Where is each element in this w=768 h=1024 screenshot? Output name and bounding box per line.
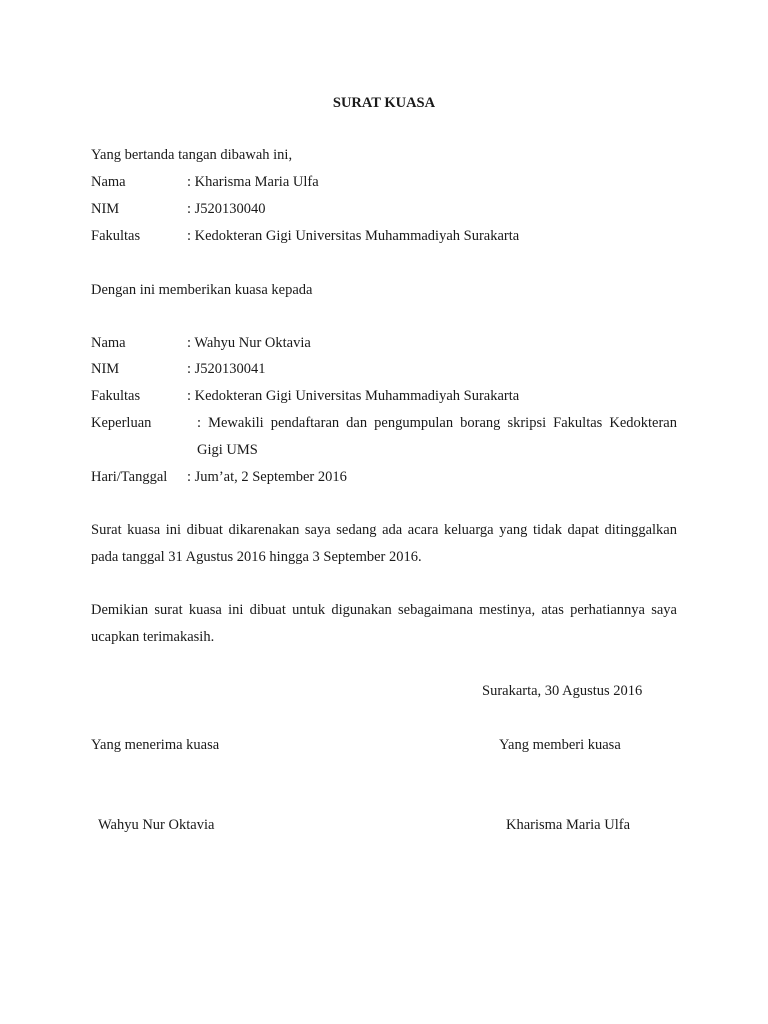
closing-paragraph: Demikian surat kuasa ini dibuat untuk digunakan sebagaimana mestinya, atas perhatiannya saya ucapkan terimakasih.	[91, 602, 677, 645]
grantee-nim-label: NIM	[91, 361, 120, 377]
grantor-nim-value: : J520130040	[187, 201, 266, 217]
receiver-label: Yang menerima kuasa	[91, 737, 220, 753]
grantor-fakultas-value: : Kedokteran Gigi Universitas Muhammadiyah Surakarta	[187, 228, 520, 244]
giver-name: Kharisma Maria Ulfa	[506, 817, 631, 833]
grantee-fakultas-value: : Kedokteran Gigi Universitas Muhammadiyah Surakarta	[187, 388, 520, 404]
grantee-nama-label: Nama	[91, 335, 126, 351]
intro-text: Yang bertanda tangan dibawah ini,	[91, 147, 293, 163]
grantor-nama-label: Nama	[91, 174, 126, 190]
receiver-name: Wahyu Nur Oktavia	[98, 817, 215, 833]
giver-label: Yang memberi kuasa	[499, 737, 621, 753]
grantor-fakultas-label: Fakultas	[91, 228, 141, 244]
grantee-keperluan-label: Keperluan	[91, 415, 152, 431]
grantee-keperluan-value: : Mewakili pendaftaran dan pengumpulan borang skripsi Fakultas Kedokteran Gigi UMS	[197, 415, 677, 458]
reason-paragraph: Surat kuasa ini dibuat dikarenakan saya sedang ada acara keluarga yang tidak dapat ditinggalkan pada tanggal 31 Agustus 2016 hingga 3 September 2016.	[91, 522, 677, 565]
grantee-hari-value: : Jum’at, 2 September 2016	[187, 469, 347, 485]
grantor-nama-value: : Kharisma Maria Ulfa	[187, 174, 319, 190]
document-title: SURAT KUASA	[332, 95, 436, 111]
grantee-nim-value: : J520130041	[187, 361, 266, 377]
place-date: Surakarta, 30 Agustus 2016	[482, 683, 643, 699]
grantor-nim-label: NIM	[91, 201, 120, 217]
grantee-nama-value: : Wahyu Nur Oktavia	[187, 335, 311, 351]
grantee-hari-label: Hari/Tanggal	[91, 469, 168, 485]
grantee-fakultas-label: Fakultas	[91, 388, 141, 404]
transfer-line: Dengan ini memberikan kuasa kepada	[91, 282, 313, 298]
